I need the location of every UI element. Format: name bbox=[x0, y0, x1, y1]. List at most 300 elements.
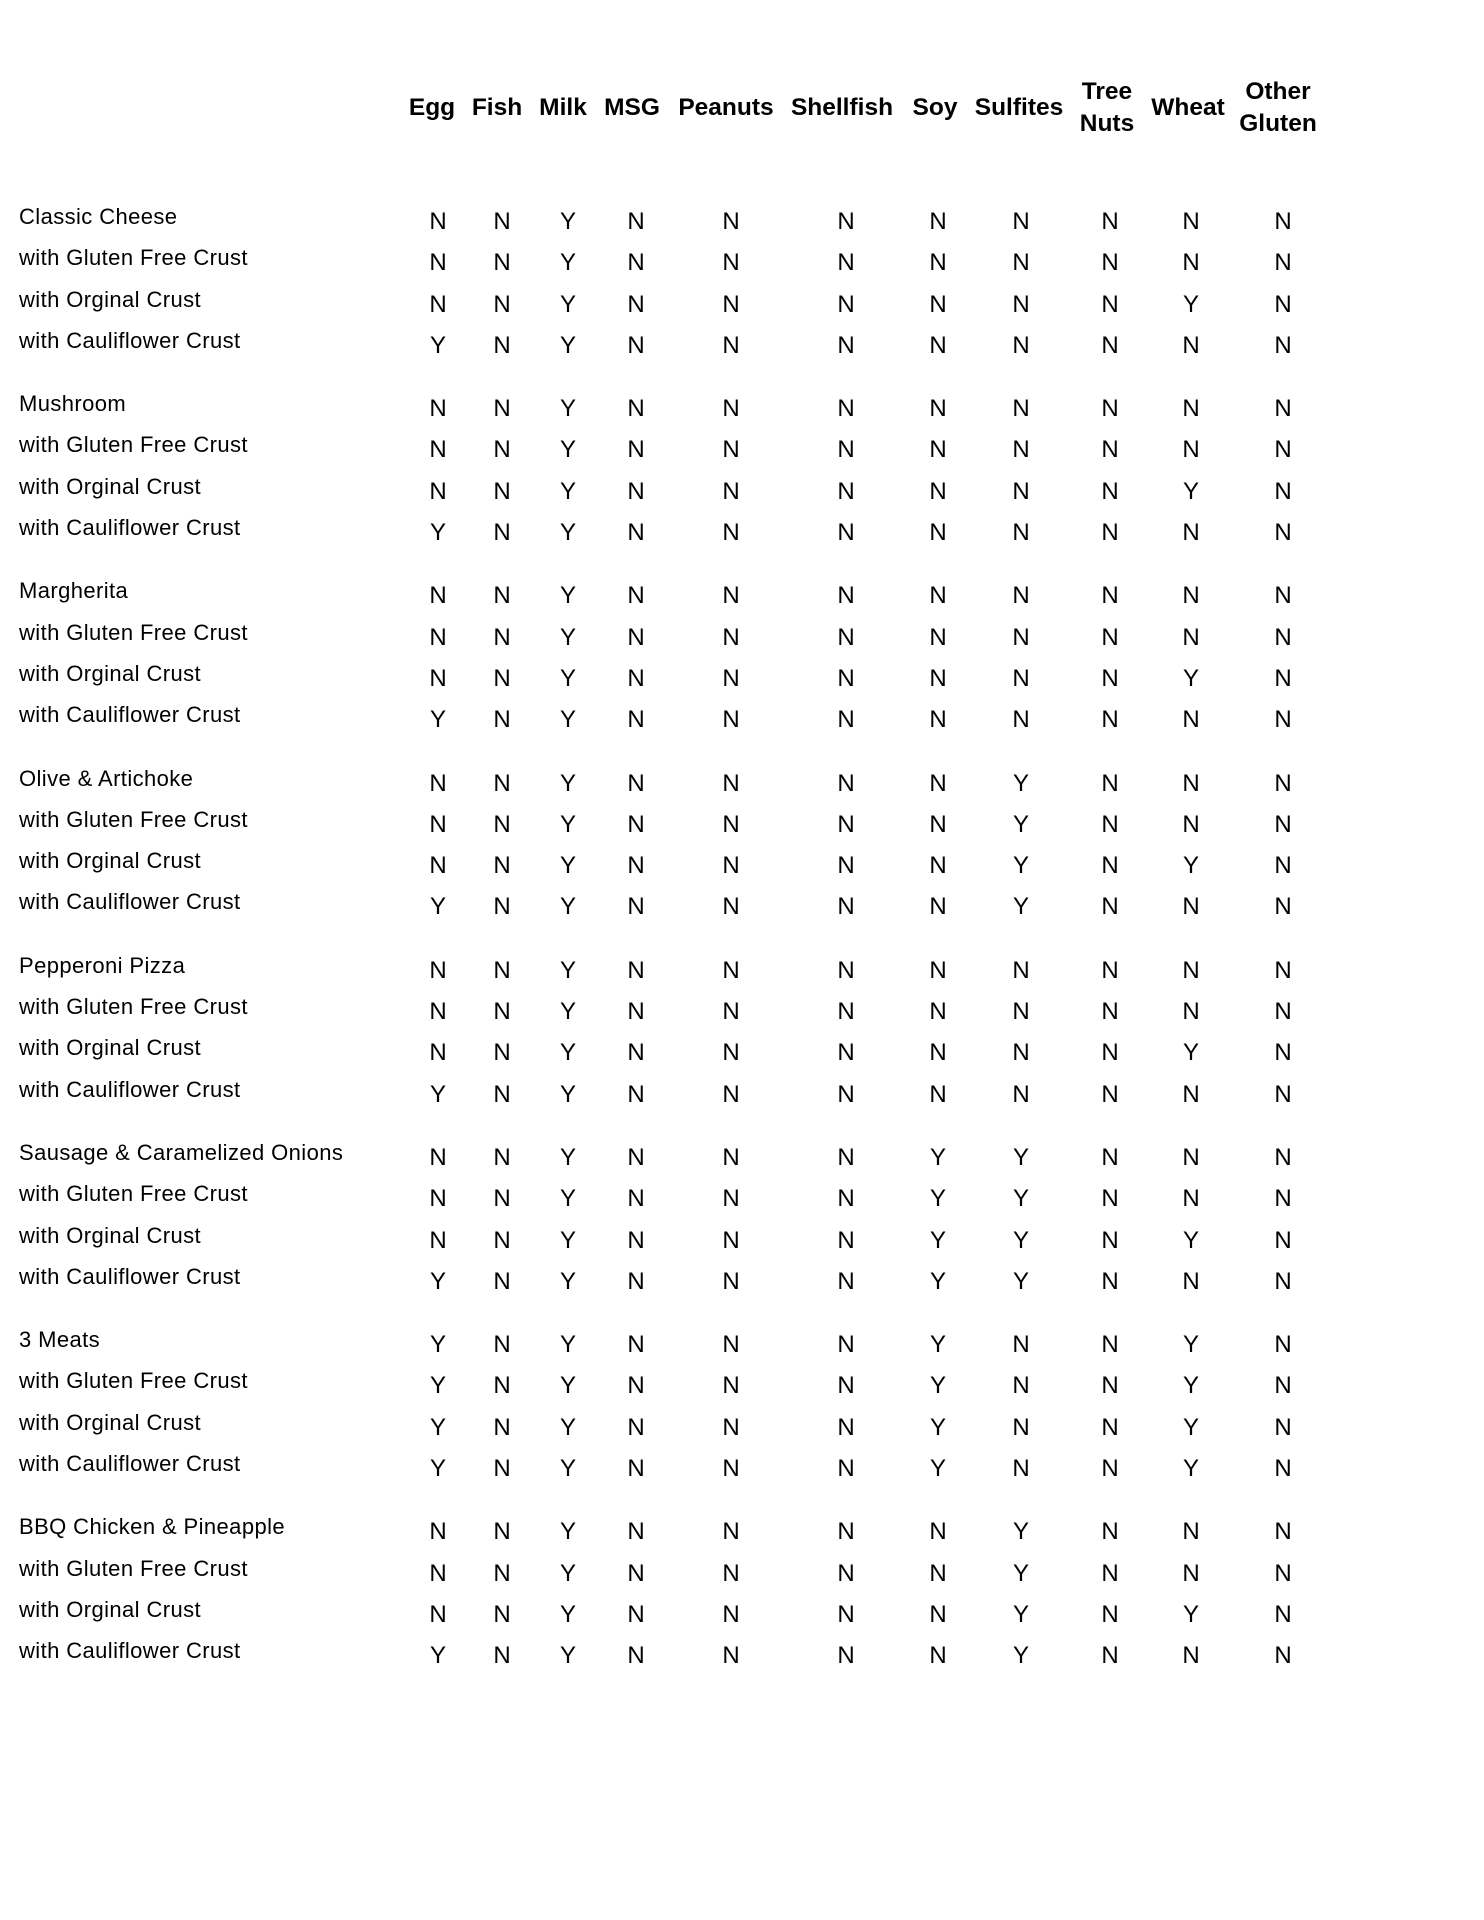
allergen-value-tree-nuts: N bbox=[1101, 395, 1119, 423]
allergen-value-fish: N bbox=[493, 1455, 511, 1483]
allergen-value-tree-nuts: N bbox=[1101, 1226, 1119, 1254]
table-row bbox=[0, 200, 1484, 241]
crust-option-label: with Gluten Free Crust bbox=[19, 1181, 248, 1207]
table-row bbox=[0, 428, 1484, 469]
allergen-value-milk: Y bbox=[559, 1642, 576, 1670]
crust-option-label: with Gluten Free Crust bbox=[19, 806, 248, 832]
allergen-value-egg: Y bbox=[429, 1413, 446, 1441]
allergen-value-soy: N bbox=[929, 664, 947, 692]
allergen-value-msg: N bbox=[627, 1185, 645, 1213]
allergen-value-tree-nuts: N bbox=[1101, 582, 1119, 610]
allergen-value-msg: N bbox=[627, 956, 645, 984]
allergen-value-shellfish: N bbox=[837, 1185, 855, 1213]
allergen-value-wheat: Y bbox=[1182, 1372, 1199, 1400]
allergen-value-egg: N bbox=[429, 1559, 447, 1587]
allergen-value-peanuts: N bbox=[722, 1518, 740, 1546]
allergen-value-fish: N bbox=[493, 706, 511, 734]
allergen-value-soy: N bbox=[929, 582, 947, 610]
header-soy: Soy bbox=[912, 94, 958, 121]
allergen-value-wheat: N bbox=[1182, 582, 1200, 610]
allergen-value-egg: Y bbox=[429, 1331, 446, 1359]
allergen-value-sulfites: N bbox=[1012, 1080, 1030, 1108]
allergen-value-peanuts: N bbox=[722, 1559, 740, 1587]
allergen-value-other-gluten: N bbox=[1274, 1413, 1292, 1441]
pizza-group-margherita bbox=[0, 574, 1484, 739]
allergen-value-sulfites: Y bbox=[1012, 1559, 1029, 1587]
crust-option-label: with Orginal Crust bbox=[19, 1035, 202, 1061]
allergen-value-msg: N bbox=[627, 810, 645, 838]
allergen-value-wheat: N bbox=[1182, 1518, 1200, 1546]
allergen-value-other-gluten: N bbox=[1274, 1039, 1292, 1067]
allergen-value-egg: N bbox=[429, 249, 447, 277]
allergen-value-other-gluten: N bbox=[1274, 582, 1292, 610]
allergen-value-tree-nuts: N bbox=[1101, 769, 1119, 797]
header-egg: Egg bbox=[408, 94, 456, 121]
allergen-value-wheat: Y bbox=[1182, 852, 1199, 880]
allergen-value-wheat: N bbox=[1182, 1080, 1200, 1108]
pizza-name: Sausage & Caramelized Onions bbox=[19, 1139, 344, 1165]
allergen-value-soy: N bbox=[929, 249, 947, 277]
allergen-value-msg: N bbox=[627, 1039, 645, 1067]
allergen-value-sulfites: Y bbox=[1012, 1185, 1029, 1213]
allergen-value-peanuts: N bbox=[722, 664, 740, 692]
allergen-value-egg: Y bbox=[429, 519, 446, 547]
allergen-value-egg: N bbox=[429, 956, 447, 984]
allergen-value-other-gluten: N bbox=[1274, 519, 1292, 547]
allergen-value-shellfish: N bbox=[837, 1559, 855, 1587]
header-msg: MSG bbox=[604, 94, 660, 121]
allergen-value-shellfish: N bbox=[837, 1226, 855, 1254]
allergen-value-soy: N bbox=[929, 1642, 947, 1670]
allergen-value-wheat: N bbox=[1182, 208, 1200, 235]
allergen-value-msg: N bbox=[627, 1642, 645, 1670]
table-row bbox=[0, 1219, 1484, 1260]
allergen-value-shellfish: N bbox=[837, 249, 855, 277]
allergen-value-msg: N bbox=[627, 1455, 645, 1483]
allergen-value-msg: N bbox=[627, 1080, 645, 1108]
allergen-value-msg: N bbox=[627, 769, 645, 797]
allergen-value-soy: N bbox=[929, 208, 947, 235]
allergen-value-peanuts: N bbox=[722, 623, 740, 651]
crust-option-label: with Cauliflower Crust bbox=[19, 1263, 241, 1289]
allergen-value-sulfites: N bbox=[1012, 290, 1030, 318]
pizza-group-bbq-chicken-pineapple bbox=[0, 1510, 1484, 1675]
allergen-value-sulfites: N bbox=[1012, 208, 1030, 235]
allergen-value-sulfites: Y bbox=[1012, 1226, 1029, 1254]
pizza-name: BBQ Chicken & Pineapple bbox=[19, 1514, 286, 1540]
crust-option-label: with Orginal Crust bbox=[19, 1409, 202, 1435]
allergen-value-fish: N bbox=[493, 1642, 511, 1670]
allergen-value-msg: N bbox=[627, 331, 645, 359]
allergen-value-fish: N bbox=[493, 1267, 511, 1295]
header-shellfish: Shellfish bbox=[790, 94, 894, 121]
allergen-value-other-gluten: N bbox=[1274, 956, 1292, 984]
allergen-value-other-gluten: N bbox=[1274, 249, 1292, 277]
allergen-value-wheat: N bbox=[1182, 998, 1200, 1026]
allergen-value-peanuts: N bbox=[722, 331, 740, 359]
allergen-value-wheat: N bbox=[1182, 810, 1200, 838]
allergen-value-fish: N bbox=[493, 436, 511, 464]
allergen-value-msg: N bbox=[627, 290, 645, 318]
allergen-value-fish: N bbox=[493, 1413, 511, 1441]
allergen-value-msg: N bbox=[627, 1331, 645, 1359]
allergen-value-shellfish: N bbox=[837, 208, 855, 235]
allergen-value-shellfish: N bbox=[837, 1267, 855, 1295]
allergen-value-other-gluten: N bbox=[1274, 706, 1292, 734]
allergen-value-milk: Y bbox=[559, 1080, 576, 1108]
allergen-value-peanuts: N bbox=[722, 998, 740, 1026]
table-row bbox=[0, 1323, 1484, 1364]
allergen-value-milk: Y bbox=[559, 1226, 576, 1254]
allergen-value-other-gluten: N bbox=[1274, 1372, 1292, 1400]
allergen-table bbox=[0, 200, 1484, 1698]
allergen-value-other-gluten: N bbox=[1274, 1331, 1292, 1359]
allergen-value-sulfites: N bbox=[1012, 519, 1030, 547]
allergen-value-other-gluten: N bbox=[1274, 893, 1292, 921]
allergen-value-sulfites: N bbox=[1012, 956, 1030, 984]
pizza-group-mushroom bbox=[0, 387, 1484, 552]
table-row bbox=[0, 470, 1484, 511]
table-row bbox=[0, 387, 1484, 428]
allergen-header-row bbox=[0, 68, 1484, 148]
allergen-value-milk: Y bbox=[559, 852, 576, 880]
allergen-value-tree-nuts: N bbox=[1101, 893, 1119, 921]
allergen-value-msg: N bbox=[627, 1226, 645, 1254]
crust-option-label: with Cauliflower Crust bbox=[19, 889, 241, 915]
table-row bbox=[0, 885, 1484, 926]
allergen-value-other-gluten: N bbox=[1274, 998, 1292, 1026]
allergen-value-soy: Y bbox=[929, 1267, 946, 1295]
allergen-value-wheat: N bbox=[1182, 1143, 1200, 1171]
allergen-value-wheat: Y bbox=[1182, 1039, 1199, 1067]
allergen-value-shellfish: N bbox=[837, 706, 855, 734]
allergen-value-soy: Y bbox=[929, 1455, 946, 1483]
allergen-value-milk: Y bbox=[559, 706, 576, 734]
allergen-value-egg: Y bbox=[429, 893, 446, 921]
allergen-value-shellfish: N bbox=[837, 1039, 855, 1067]
pizza-name: Margherita bbox=[19, 578, 129, 604]
allergen-value-msg: N bbox=[627, 852, 645, 880]
allergen-value-shellfish: N bbox=[837, 436, 855, 464]
allergen-value-other-gluten: N bbox=[1274, 1226, 1292, 1254]
allergen-value-sulfites: Y bbox=[1012, 893, 1029, 921]
allergen-value-fish: N bbox=[493, 1600, 511, 1628]
allergen-value-egg: Y bbox=[429, 706, 446, 734]
crust-option-label: with Orginal Crust bbox=[19, 286, 202, 312]
allergen-value-soy: N bbox=[929, 706, 947, 734]
allergen-value-tree-nuts: N bbox=[1101, 664, 1119, 692]
crust-option-label: with Cauliflower Crust bbox=[19, 327, 241, 353]
allergen-value-msg: N bbox=[627, 477, 645, 505]
allergen-value-fish: N bbox=[493, 769, 511, 797]
allergen-value-sulfites: N bbox=[1012, 623, 1030, 651]
allergen-value-fish: N bbox=[493, 623, 511, 651]
table-row bbox=[0, 1136, 1484, 1177]
allergen-value-peanuts: N bbox=[722, 893, 740, 921]
allergen-value-peanuts: N bbox=[722, 436, 740, 464]
pizza-group-3-meats bbox=[0, 1323, 1484, 1488]
allergen-value-msg: N bbox=[627, 1600, 645, 1628]
allergen-value-other-gluten: N bbox=[1274, 436, 1292, 464]
allergen-value-soy: N bbox=[929, 623, 947, 651]
allergen-value-soy: Y bbox=[929, 1185, 946, 1213]
allergen-value-fish: N bbox=[493, 249, 511, 277]
allergen-value-peanuts: N bbox=[722, 1185, 740, 1213]
allergen-value-sulfites: N bbox=[1012, 249, 1030, 277]
allergen-value-milk: Y bbox=[559, 623, 576, 651]
table-row bbox=[0, 698, 1484, 739]
table-row bbox=[0, 241, 1484, 282]
table-row bbox=[0, 1406, 1484, 1447]
allergen-value-sulfites: Y bbox=[1012, 1267, 1029, 1295]
allergen-value-milk: Y bbox=[559, 1559, 576, 1587]
allergen-value-milk: Y bbox=[559, 249, 576, 277]
allergen-value-other-gluten: N bbox=[1274, 1185, 1292, 1213]
allergen-value-other-gluten: N bbox=[1274, 331, 1292, 359]
allergen-value-egg: N bbox=[429, 1518, 447, 1546]
allergen-value-other-gluten: N bbox=[1274, 664, 1292, 692]
allergen-value-milk: Y bbox=[559, 1143, 576, 1171]
allergen-value-fish: N bbox=[493, 998, 511, 1026]
allergen-value-shellfish: N bbox=[837, 998, 855, 1026]
allergen-value-milk: Y bbox=[559, 208, 576, 235]
allergen-value-wheat: N bbox=[1182, 331, 1200, 359]
header-milk: Milk bbox=[539, 94, 587, 121]
allergen-value-sulfites: N bbox=[1012, 1413, 1030, 1441]
allergen-value-shellfish: N bbox=[837, 1331, 855, 1359]
allergen-value-fish: N bbox=[493, 810, 511, 838]
table-row bbox=[0, 1177, 1484, 1218]
allergen-value-milk: Y bbox=[559, 582, 576, 610]
allergen-value-egg: N bbox=[429, 1600, 447, 1628]
crust-option-label: with Cauliflower Crust bbox=[19, 702, 241, 728]
allergen-value-tree-nuts: N bbox=[1101, 1518, 1119, 1546]
allergen-value-soy: N bbox=[929, 1039, 947, 1067]
allergen-value-egg: Y bbox=[429, 1267, 446, 1295]
allergen-value-milk: Y bbox=[559, 436, 576, 464]
allergen-value-msg: N bbox=[627, 893, 645, 921]
allergen-value-milk: Y bbox=[559, 1413, 576, 1441]
allergen-value-soy: N bbox=[929, 810, 947, 838]
allergen-value-wheat: N bbox=[1182, 395, 1200, 423]
table-row bbox=[0, 1634, 1484, 1675]
allergen-value-msg: N bbox=[627, 664, 645, 692]
allergen-value-other-gluten: N bbox=[1274, 810, 1292, 838]
allergen-value-peanuts: N bbox=[722, 1413, 740, 1441]
allergen-value-other-gluten: N bbox=[1274, 1080, 1292, 1108]
table-row bbox=[0, 762, 1484, 803]
allergen-value-soy: Y bbox=[929, 1331, 946, 1359]
allergen-value-shellfish: N bbox=[837, 956, 855, 984]
allergen-value-soy: N bbox=[929, 998, 947, 1026]
allergen-value-tree-nuts: N bbox=[1101, 998, 1119, 1026]
crust-option-label: with Orginal Crust bbox=[19, 660, 202, 686]
allergen-value-shellfish: N bbox=[837, 1642, 855, 1670]
allergen-value-wheat: N bbox=[1182, 623, 1200, 651]
allergen-value-sulfites: N bbox=[1012, 664, 1030, 692]
allergen-value-egg: N bbox=[429, 623, 447, 651]
allergen-value-tree-nuts: N bbox=[1101, 810, 1119, 838]
allergen-value-shellfish: N bbox=[837, 477, 855, 505]
allergen-value-milk: Y bbox=[559, 1185, 576, 1213]
crust-option-label: with Gluten Free Crust bbox=[19, 245, 248, 271]
allergen-value-soy: N bbox=[929, 1600, 947, 1628]
allergen-value-shellfish: N bbox=[837, 395, 855, 423]
allergen-value-milk: Y bbox=[559, 664, 576, 692]
allergen-value-msg: N bbox=[627, 1372, 645, 1400]
allergen-value-shellfish: N bbox=[837, 1143, 855, 1171]
table-row bbox=[0, 1031, 1484, 1072]
table-row bbox=[0, 949, 1484, 990]
allergen-value-tree-nuts: N bbox=[1101, 436, 1119, 464]
allergen-value-sulfites: N bbox=[1012, 331, 1030, 359]
allergen-value-sulfites: N bbox=[1012, 477, 1030, 505]
allergen-value-milk: Y bbox=[559, 1455, 576, 1483]
table-row bbox=[0, 803, 1484, 844]
allergen-value-egg: N bbox=[429, 395, 447, 423]
allergen-value-egg: N bbox=[429, 1143, 447, 1171]
allergen-value-other-gluten: N bbox=[1274, 1455, 1292, 1483]
allergen-value-peanuts: N bbox=[722, 1226, 740, 1254]
allergen-value-tree-nuts: N bbox=[1101, 477, 1119, 505]
allergen-value-sulfites: N bbox=[1012, 582, 1030, 610]
allergen-value-shellfish: N bbox=[837, 1372, 855, 1400]
allergen-value-msg: N bbox=[627, 623, 645, 651]
allergen-value-soy: Y bbox=[929, 1413, 946, 1441]
allergen-value-sulfites: N bbox=[1012, 1455, 1030, 1483]
allergen-value-sulfites: Y bbox=[1012, 1143, 1029, 1171]
allergen-value-peanuts: N bbox=[722, 1600, 740, 1628]
allergen-value-wheat: N bbox=[1182, 1559, 1200, 1587]
allergen-value-msg: N bbox=[627, 208, 645, 235]
allergen-value-fish: N bbox=[493, 956, 511, 984]
allergen-value-wheat: N bbox=[1182, 519, 1200, 547]
allergen-value-sulfites: Y bbox=[1012, 1642, 1029, 1670]
allergen-value-msg: N bbox=[627, 706, 645, 734]
allergen-value-egg: Y bbox=[429, 1080, 446, 1108]
allergen-value-milk: Y bbox=[559, 1518, 576, 1546]
allergen-value-tree-nuts: N bbox=[1101, 1455, 1119, 1483]
allergen-value-msg: N bbox=[627, 436, 645, 464]
allergen-value-other-gluten: N bbox=[1274, 1642, 1292, 1670]
allergen-value-peanuts: N bbox=[722, 1642, 740, 1670]
header-fish: Fish bbox=[471, 94, 523, 121]
allergen-value-fish: N bbox=[493, 331, 511, 359]
allergen-value-fish: N bbox=[493, 664, 511, 692]
allergen-value-milk: Y bbox=[559, 1039, 576, 1067]
allergen-value-shellfish: N bbox=[837, 519, 855, 547]
allergen-value-shellfish: N bbox=[837, 664, 855, 692]
allergen-value-sulfites: Y bbox=[1012, 810, 1029, 838]
allergen-value-soy: N bbox=[929, 769, 947, 797]
allergen-value-wheat: N bbox=[1182, 1642, 1200, 1670]
allergen-value-fish: N bbox=[493, 1185, 511, 1213]
allergen-value-wheat: Y bbox=[1182, 477, 1199, 505]
table-row bbox=[0, 844, 1484, 885]
allergen-value-soy: Y bbox=[929, 1226, 946, 1254]
allergen-value-msg: N bbox=[627, 998, 645, 1026]
allergen-value-shellfish: N bbox=[837, 810, 855, 838]
allergen-value-fish: N bbox=[493, 208, 511, 235]
allergen-value-peanuts: N bbox=[722, 519, 740, 547]
allergen-value-milk: Y bbox=[559, 395, 576, 423]
allergen-value-msg: N bbox=[627, 249, 645, 277]
allergen-value-wheat: N bbox=[1182, 893, 1200, 921]
allergen-value-egg: Y bbox=[429, 331, 446, 359]
allergen-value-soy: N bbox=[929, 956, 947, 984]
allergen-value-tree-nuts: N bbox=[1101, 208, 1119, 235]
table-row bbox=[0, 511, 1484, 552]
table-row bbox=[0, 1510, 1484, 1551]
allergen-value-tree-nuts: N bbox=[1101, 1600, 1119, 1628]
allergen-value-other-gluten: N bbox=[1274, 1559, 1292, 1587]
allergen-value-shellfish: N bbox=[837, 1080, 855, 1108]
allergen-value-egg: Y bbox=[429, 1455, 446, 1483]
allergen-value-milk: Y bbox=[559, 1372, 576, 1400]
allergen-value-tree-nuts: N bbox=[1101, 249, 1119, 277]
table-row bbox=[0, 1260, 1484, 1301]
allergen-value-fish: N bbox=[493, 1143, 511, 1171]
allergen-value-fish: N bbox=[493, 519, 511, 547]
allergen-value-wheat: Y bbox=[1182, 1600, 1199, 1628]
allergen-value-milk: Y bbox=[559, 998, 576, 1026]
table-row bbox=[0, 1073, 1484, 1114]
pizza-group-sausage-caramelized-onions bbox=[0, 1136, 1484, 1301]
allergen-value-shellfish: N bbox=[837, 1455, 855, 1483]
allergen-value-fish: N bbox=[493, 582, 511, 610]
crust-option-label: with Gluten Free Crust bbox=[19, 994, 248, 1020]
allergen-value-peanuts: N bbox=[722, 208, 740, 235]
allergen-value-soy: N bbox=[929, 519, 947, 547]
allergen-value-wheat: N bbox=[1182, 769, 1200, 797]
pizza-name: 3 Meats bbox=[19, 1327, 101, 1353]
allergen-value-shellfish: N bbox=[837, 290, 855, 318]
allergen-value-shellfish: N bbox=[837, 582, 855, 610]
pizza-group-pepperoni-pizza bbox=[0, 949, 1484, 1114]
allergen-value-other-gluten: N bbox=[1274, 290, 1292, 318]
allergen-value-fish: N bbox=[493, 1226, 511, 1254]
allergen-value-peanuts: N bbox=[722, 810, 740, 838]
allergen-value-msg: N bbox=[627, 1413, 645, 1441]
allergen-value-soy: N bbox=[929, 893, 947, 921]
allergen-value-tree-nuts: N bbox=[1101, 519, 1119, 547]
allergen-value-other-gluten: N bbox=[1274, 477, 1292, 505]
header-wheat: Wheat bbox=[1151, 94, 1225, 121]
allergen-value-msg: N bbox=[627, 519, 645, 547]
allergen-value-other-gluten: N bbox=[1274, 769, 1292, 797]
allergen-value-shellfish: N bbox=[837, 893, 855, 921]
allergen-value-fish: N bbox=[493, 893, 511, 921]
allergen-value-tree-nuts: N bbox=[1101, 1559, 1119, 1587]
allergen-value-milk: Y bbox=[559, 956, 576, 984]
allergen-value-milk: Y bbox=[559, 331, 576, 359]
allergen-value-shellfish: N bbox=[837, 1413, 855, 1441]
allergen-value-wheat: N bbox=[1182, 706, 1200, 734]
allergen-value-fish: N bbox=[493, 1559, 511, 1587]
crust-option-label: with Gluten Free Crust bbox=[19, 619, 248, 645]
allergen-value-soy: Y bbox=[929, 1372, 946, 1400]
allergen-value-msg: N bbox=[627, 1143, 645, 1171]
crust-option-label: with Orginal Crust bbox=[19, 1596, 202, 1622]
allergen-value-other-gluten: N bbox=[1274, 1518, 1292, 1546]
pizza-name: Olive & Artichoke bbox=[19, 765, 194, 791]
crust-option-label: with Cauliflower Crust bbox=[19, 1076, 241, 1102]
allergen-value-shellfish: N bbox=[837, 331, 855, 359]
allergen-value-tree-nuts: N bbox=[1101, 1331, 1119, 1359]
allergen-value-egg: N bbox=[429, 998, 447, 1026]
allergen-value-fish: N bbox=[493, 1372, 511, 1400]
allergen-value-tree-nuts: N bbox=[1101, 623, 1119, 651]
